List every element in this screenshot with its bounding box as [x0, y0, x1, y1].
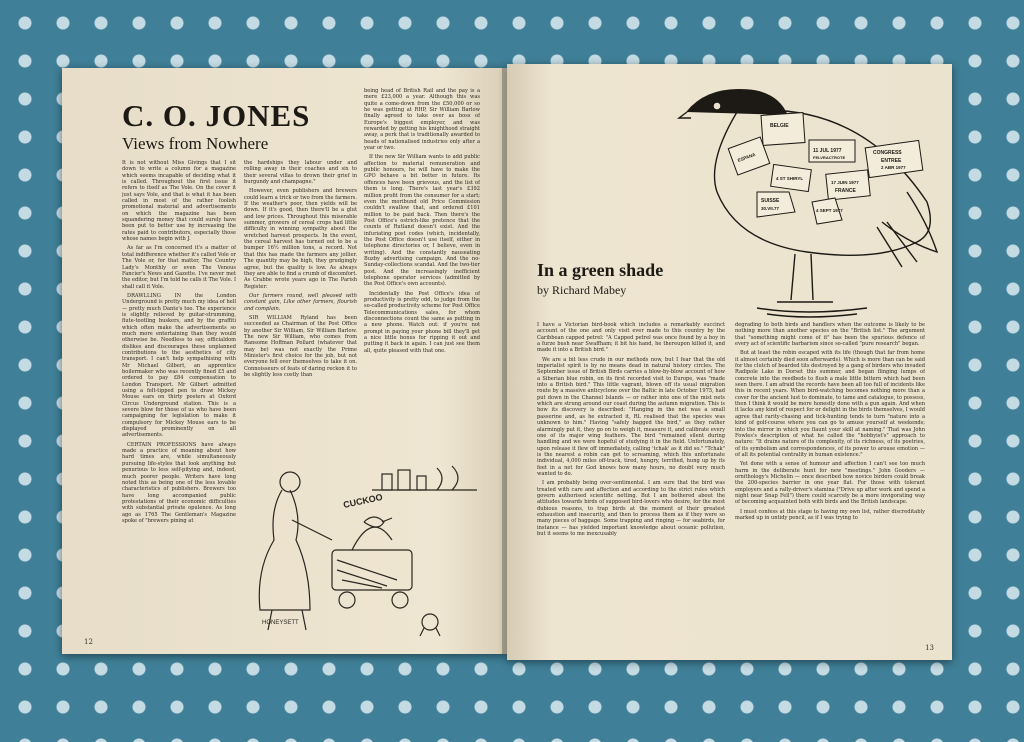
sticker-label: ENTREE [881, 158, 902, 164]
sticker-label: BELGIE [770, 123, 789, 129]
page-number-left: 12 [84, 638, 93, 646]
left-column-1 [122, 160, 236, 634]
right-page [507, 64, 952, 660]
sticker-label: CONGRESS [873, 150, 902, 156]
article-byline: by Richard Mabey [537, 283, 627, 297]
paragraph: It is not without Miss Givings that I sit down to write a column for a magazine which seems incapable of deciding what it is called. Throughout the first issue it refers to itself as The Vole. On the cover it just says Vole, and that is what it has been called in most of the rather foolish promotional material and advertisements on which the magazine has been squandering money that could surely have been put to better use by increasing the rates paid to contributors, especially those whose names begin with J. [122, 160, 236, 243]
paragraph: If the new Sir William wants to add public affection to material remuneration and public honours, he will have to make the GPO behave a bit better in future. Its offences have been grievous, and the list of them is long. There's last year's £392 million profit from the consumer for a start; even the moribund old Price Commission couldn't swallow that, and ordered £101 million to be paid back. Then there's the Post Office's ostrich-like pretence that the counts of Rutland doesn't exist. And the infuriating post codes (which, incidentally, the Post Office doesn't use itself, either in telephone directories or, I believe, even in writing). And the constantly nauseating Buzby advertising campaign. And the no-Sunday-collections scandal. And the two-tier post. And the increasingly inefficient telephone operator services (admitted by the Post Office's own accounts). [364, 154, 480, 288]
sticker-label: SUISSE [761, 198, 780, 204]
paragraph: Incidentally the Post Office's idea of productivity is pretty odd, to judge from the so-called productivity scheme for Post Office Telecommunications sales, for whom disconnections count the same as putting in a new phone. Watch out: if you're not prompt in paying your phone bill they'll get a nice little bonus for ripping it out and putting it back in again. I can just see them all, quite pleased with that one. [364, 290, 480, 354]
article-title: In a green shade [537, 260, 664, 280]
magazine-spread [62, 60, 952, 656]
paragraph: SIR WILLIAM Ryland has been succeeded as Chairman of the Post Office by another Sir William, Sir William Barlow. The new Sir William, who comes from Ransome Hoffman Pollard (whatever that may be) was not exactly the Prime Minister's first choice for the job, but not everyone fell over themselves to take it on. Connoisseurs of feats of daring reckon it to be slightly less costly than [244, 314, 357, 378]
poem-quote: Our farmers round, well pleased with constant gain, Like other farmers, flourish and complain. [244, 292, 357, 312]
sticker-label: 4 SEPT 1977 [816, 208, 843, 213]
sticker-label: 30.VII.77 [761, 206, 780, 211]
paragraph: We are a bit less crude in our methods now, but I fear that the old imperialist spirit is by no means dead in natural history circles. The September issue of British Birds carries a blow-by-blow account of how a Siberian blue robin, on its first recorded visit to Europe, was "made into a British bird." This little vagrant, blown off its usual migration route by a massive anticyclone over the Baltic in late October 1975, had put down in the Channel Islands — or rather into one of the mist nets which are strung around our coast during the autumn migration. This is how its discovery is described: "Hanging in the net was a small passerine and, as he extracted it, RL realised that the species was unknown to him." Having "safely bagged the bird," as they rather alarmingly put it, they go on to weigh it, measure it, and calibrate every one of its major wing feathers. The bird "remained silent during handling and we were hopeful of studying it in the field. Unfortunately, upon release it flew off immediately, calling 'tchak' as it did so." "Tchak" is the nearest a robin can get to screaming, which this unfortunate individual, 4,000 miles off-track, tired, hungry, terrified, hung up by its feet in a net for God knows how many hours, no doubt very much wanted to do. [537, 356, 725, 477]
paragraph: I have a Victorian bird-book which includes a remarkably succinct account of the one and only visit ever made to this country by the Caribbean capped petrel: "A Capped petrel was once found by a boy in a furze bush near Swaffham; it bit his hand, he thereupon killed it, and made it into a British bird." [537, 322, 725, 354]
right-column-2 [735, 322, 925, 632]
sticker-label: 11 JUL 1977 [813, 148, 842, 154]
paragraph: I am probably being over-sentimental. I am sure that the bird was treated with care and affection and according to the strict rules which govern authorised scientific netting. But I am bothered about the attitudes towards birds of supposed bird-lovers who desire, for the most dubious reasons, to trap birds at the moment of their greatest exhaustion and insecurity, and then to process them as if they were so many pieces of baggage. Some trapping and ringing — for seabirds, for instance — has yielded important knowledge about oceanic pollution, but it seems to me inexcusably [537, 480, 725, 537]
paragraph: being head of British Rail and the pay is a mere £23,000 a year. Although this was quite a come-down from the £50,000 or so he was getting at RHP, Sir William Barlow finally agreed to take over as boss of Europe's biggest employer, and was rewarded by getting his knighthood straight away, a perk that is traditionally awarded to heads of nationalised industries only after a year or two. [364, 88, 480, 152]
sticker-label: 4 ST SHIRYL [776, 176, 804, 181]
paragraph: degrading to both birds and handlers when the outcome is likely to be nothing more than another species on the "British list." The argument that "something might come of it" has been the spurious defence of every act of scientific barbarism since so-called "pure research" began. [735, 322, 925, 348]
left-page [62, 68, 507, 654]
left-column-2 [244, 160, 357, 455]
paragraph: But at least the robin escaped with its life (though that far from home it almost certainly died soon afterwards). Which is more than can be said for the clutch of bearded tits destroyed by a gang of birders who invaded Radipole Lake in Dorset this summer, and began flinging lumps of concrete into the reedbeds to flush a male little bittern which had been seen there. I am afraid the records have been all too full of incidents like this in recent years. When bird-watching becomes nothing more than a cover for the ancient lust to dominate, to tame and catalogue, to possess, then I think it would be more honestly done with a gun again. And when it lacks any kind of respect for or delight in the birds themselves, I would agree that rarity-chasing and tick-hunting tends to turn "nature into a kind of golf-course where you can go to amuse yourself at weekends; into the mirror in which you flaunt your skill at naming." That was John Fowles's description of what he called the "hobbyist's" approach to nature: "It drains nature of its complexity, of its richness, of its poetries, of its symbolism and correspondences, of its power to arouse emotion — of all its potential centrality in human existence." [735, 350, 925, 458]
paragraph: Yet done with a sense of humour and affection I can't see too much harm in the deliberate hunt for new "meetings." John Gooders — ornithology's Michelin — once described how novice birders could break the 200-species barrier in one year flat. For those with tolerant employers and a rally-driver's stamina ("Drive up after work and spend a night near Snap Fell") there could scarcely be a more invigorating way of becoming acquainted both with birds and the British landscape. [735, 461, 925, 506]
paragraph: the hardships they labour under and rolling away in their coaches and six to their several villas to drown their grief in burgundy and champagne." [244, 160, 357, 186]
paragraph: As far as I'm concerned it's a matter of total indifference whether it's called Vole or The Vole or, for that matter, The Country Lady's Monthly or even The Venous Fancier's News and Gazette. I've never met the editor, but I'm told he calls it The Vole. I shall call it Vole. [122, 245, 236, 290]
page-subtitle: Views from Nowhere [122, 134, 269, 153]
cartoon-signature: HONEYSETT [262, 620, 299, 626]
cuckoo-cartoon-illustration [252, 460, 482, 640]
paragraph: DRAWLLING IN the London Underground is pretty much my idea of hell — pretty much Dante's too. The experience is slightly relieved by guitar-strumming, flute-tootling buskers, and by the graffiti which often make the advertisements so much more entertaining than they would otherwise be. Needless to say, officialdom dislikes and discourages these unplanned contributions to the aesthetics of city transport. I can't help sympathising with Mr Michael Gilbert, an apprentice boilermaker who was recently fined £5 and ordered to pay £84 compensation to London Transport. Mr Gilbert admitted using a felt-tipped pen to draw Mickey Mouse ears on thirty posters at Oxford Circus Underground station. This is a severe blow for those of us who have been campaigning for legislation to make it compulsory for Mickey Mouse ears to be displayed prominently on all advertisements. [122, 292, 236, 439]
sticker-label: 17 JUIN 1977 [831, 180, 859, 185]
sticker-label: FELVRACTROTE [813, 155, 846, 160]
sticker-label: FRANCE [835, 188, 856, 194]
paragraph: CERTAIN PROFESSIONS have always made a practice of moaning about how hard times are, while simultaneously pursuing life-styles that look anything but penurious to less self-pitying and, indeed, much poorer people. Writers have long noted this as being one of the less lovable characteristics of publishers. Brewers too have long accompanied public protestations of their economic difficulties with substantial private opulence. As long ago as 1765 The Gentleman's Magazine spoke of "brewers pining at [122, 441, 236, 524]
bird-with-luggage-labels-illustration [677, 72, 942, 322]
left-column-3 [364, 88, 480, 468]
paragraph: However, even publishers and brewers could learn a trick or two from the farmers. If the weather's poor, then yields will be down. If it's good, then there'll be a glut and low prices. Throughout this miserable summer, growers of cereal crops had little difficulty in winning sympathy about the wretched harvest prospects. In the event, the cereal harvest has turned out to be a bumper 16½ million tons, a record. Not that this has made the farmers any jollier. The quantity may be high, they grudgingly agree, but the quality is low. As always they are able to find a crumb of discomfort. As Crabbe wrote years ago in The Parish Register: [244, 188, 357, 290]
page-number-right: 13 [925, 644, 934, 652]
paragraph: I must confess at this stage to having my own list, rather discreditably marked up in untidy pencil, as if I was trying to [735, 508, 925, 521]
right-column-1 [537, 322, 725, 632]
cartoon-caption-text: CUCKOO [342, 491, 384, 510]
sticker-label: 2 ABR 1977 [881, 165, 906, 170]
sticker-label: ESPANA [737, 151, 757, 163]
page-title: C. O. JONES [122, 98, 311, 133]
